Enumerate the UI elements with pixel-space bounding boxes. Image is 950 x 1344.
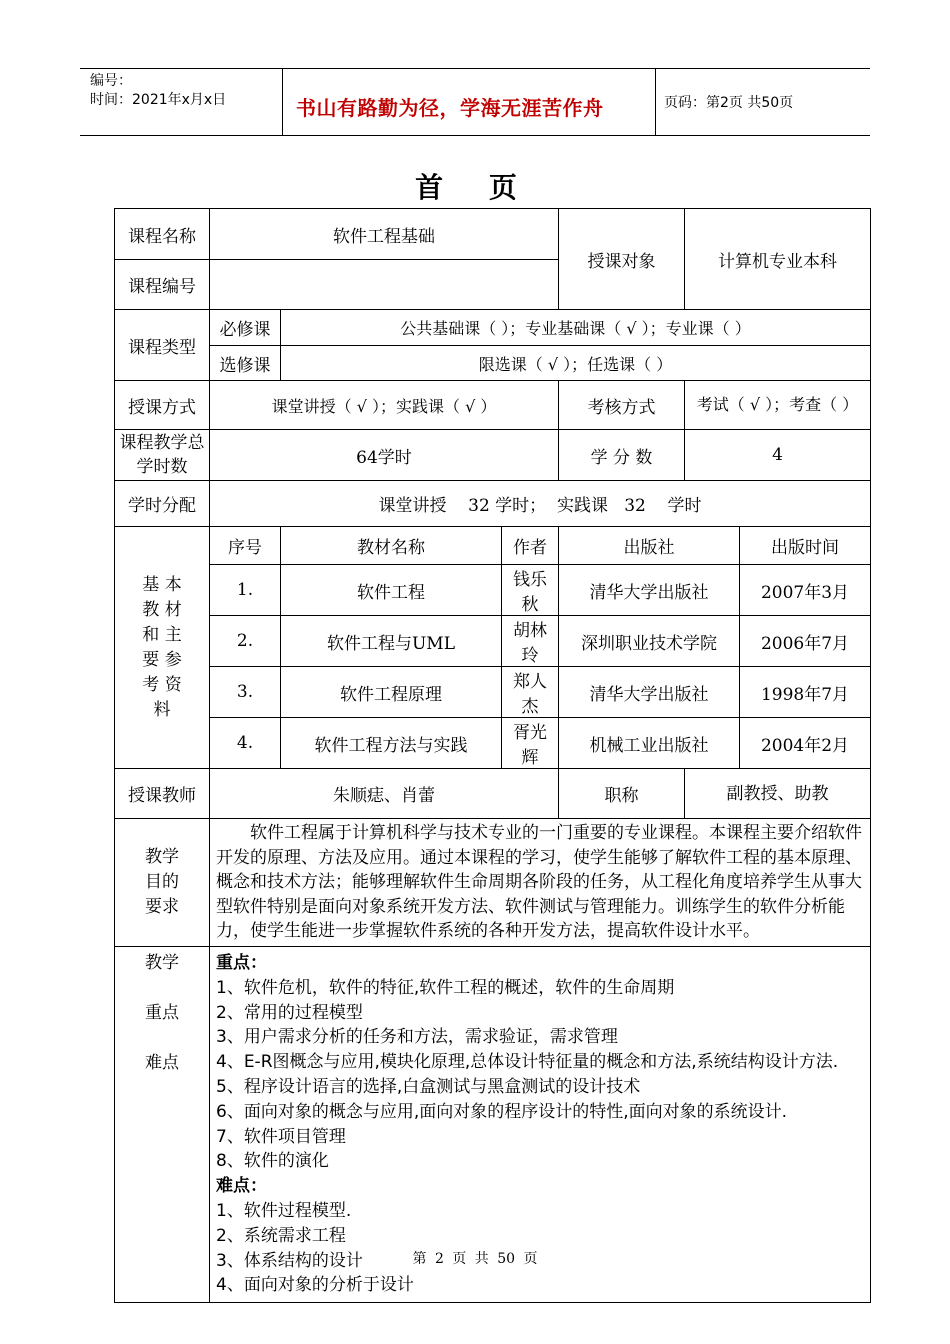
required-label: 必修课 <box>210 310 281 346</box>
header-divider <box>282 69 283 135</box>
course-info-table <box>114 208 871 1303</box>
list-item: 6、面向对象的概念与应用,面向对象的程序设计的特性,面向对象的系统设计. <box>216 1101 788 1122</box>
rank-label: 职称 <box>559 769 685 819</box>
exam-mode-value: 考试（ √ ）；考查（ ） <box>685 381 871 430</box>
page-info: 页码：第2页 共50页 <box>664 95 794 111</box>
teaching-mode-value: 课堂讲授（ √ ）；实践课（ √ ） <box>210 381 559 430</box>
focus-label-line: 重点 <box>145 1002 179 1023</box>
materials-header: 序号 <box>210 527 281 565</box>
table-row: 2004年2月 <box>740 718 871 769</box>
teaching-goal-text: 软件工程属于计算机科学与技术专业的一门重要的专业课程。本课程主要介绍软件开发的原理、方法及应用。通过本课程的学习，使学生能够了解软件工程的基本原理、概念和技术方法；能够理解软件生命周期各阶段的任务，从工程化角度培养学生从事大型软件特别是面向对象系统开发方法、软件测试与管理能力。训练学生的软件分析能力，使学生能进一步掌握软件系统的各种开发方法，提高软件设计水平。 <box>210 819 871 947</box>
total-hours-label: 课程教学总学时数 <box>115 430 210 481</box>
course-code-label: 课程编号 <box>115 260 210 310</box>
table-row: 4. <box>210 718 281 769</box>
materials-header: 教材名称 <box>281 527 502 565</box>
teacher-label: 授课教师 <box>115 769 210 819</box>
doc-number-label: 编号： <box>90 73 132 89</box>
audience-label: 授课对象 <box>559 209 685 310</box>
header-bottom-rule <box>80 135 870 136</box>
key-points-title: 重点： <box>216 952 267 973</box>
table-row: 1998年7月 <box>740 667 871 718</box>
hour-distribution-value: 课堂讲授 32 学时； 实践课 32 学时 <box>210 481 871 527</box>
list-item: 1、软件过程模型. <box>216 1200 352 1221</box>
materials-header: 出版社 <box>559 527 740 565</box>
required-value: 公共基础课（ ）；专业基础课（ √ ）；专业课（ ） <box>281 310 871 346</box>
table-row: 软件工程与UML <box>281 616 502 667</box>
elective-value: 限选课（ √ ）；任选课（ ） <box>281 346 871 381</box>
table-row: 胥光辉 <box>502 718 559 769</box>
course-name-value: 软件工程基础 <box>210 209 559 260</box>
course-type-label: 课程类型 <box>115 310 210 381</box>
table-row: 深圳职业技术学院 <box>559 616 740 667</box>
credit-value: 4 <box>685 430 871 481</box>
course-name-label: 课程名称 <box>115 209 210 260</box>
table-row: 2006年7月 <box>740 616 871 667</box>
list-item: 3、体系结构的设计 <box>216 1250 363 1271</box>
teaching-goal-label: 教学目的要求 <box>115 819 210 947</box>
list-item: 7、软件项目管理 <box>216 1126 346 1147</box>
course-code-value <box>210 260 559 310</box>
credit-label: 学 分 数 <box>559 430 685 481</box>
materials-label: 基 本 教 材 和 主 要 参 考 资 料 <box>115 527 210 769</box>
doc-time-label: 时间：2021年x月x日 <box>90 92 227 108</box>
difficulties-title: 难点： <box>216 1176 267 1197</box>
table-row: 软件工程原理 <box>281 667 502 718</box>
total-hours-value: 64学时 <box>210 430 559 481</box>
table-row: 软件工程 <box>281 565 502 616</box>
exam-mode-label: 考核方式 <box>559 381 685 430</box>
focus-label-line: 教学 <box>145 952 179 973</box>
elective-label: 选修课 <box>210 346 281 381</box>
table-row: 2. <box>210 616 281 667</box>
table-row: 钱乐秋 <box>502 565 559 616</box>
page-footer: 第 2 页 共 50 页 <box>412 1251 538 1267</box>
list-item: 2、系统需求工程 <box>216 1225 346 1246</box>
table-row: 3. <box>210 667 281 718</box>
list-item: 2、常用的过程模型 <box>216 1002 363 1023</box>
list-item: 8、软件的演化 <box>216 1151 329 1172</box>
header-divider <box>655 69 656 135</box>
table-row: 清华大学出版社 <box>559 565 740 616</box>
table-row: 胡林玲 <box>502 616 559 667</box>
hour-distribution-label: 学时分配 <box>115 481 210 527</box>
materials-header: 作者 <box>502 527 559 565</box>
list-item: 1、软件危机，软件的特征,软件工程的概述，软件的生命周期 <box>216 977 675 998</box>
header-top-rule <box>80 68 870 69</box>
materials-header: 出版时间 <box>740 527 871 565</box>
table-row: 1. <box>210 565 281 616</box>
teacher-value: 朱顺痣、肖蕾 <box>210 769 559 819</box>
table-row: 软件工程方法与实践 <box>281 718 502 769</box>
list-item: 4、面向对象的分析于设计 <box>216 1275 414 1296</box>
list-item: 5、程序设计语言的选择,白盒测试与黑盒测试的设计技术 <box>216 1076 641 1097</box>
focus-label-line: 难点 <box>145 1052 179 1073</box>
list-item: 4、E-R图概念与应用,模块化原理,总体设计特征量的概念和方法,系统结构设计方法. <box>216 1052 839 1073</box>
audience-value: 计算机专业本科 <box>685 209 871 310</box>
table-row: 2007年3月 <box>740 565 871 616</box>
list-item: 3、用户需求分析的任务和方法，需求验证，需求管理 <box>216 1027 618 1048</box>
table-row: 机械工业出版社 <box>559 718 740 769</box>
header-motto: 书山有路勤为径，学海无涯苦作舟 <box>296 96 604 120</box>
table-row: 清华大学出版社 <box>559 667 740 718</box>
table-row: 郑人杰 <box>502 667 559 718</box>
page-title: 首 页 <box>415 171 535 204</box>
teaching-mode-label: 授课方式 <box>115 381 210 430</box>
rank-value: 副教授、助教 <box>685 769 871 819</box>
